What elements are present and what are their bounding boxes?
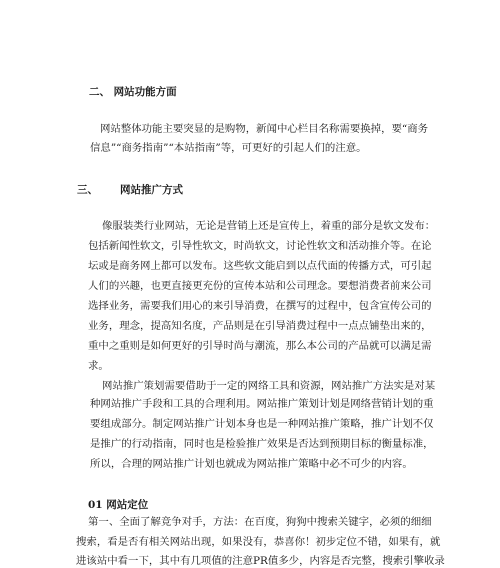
section2-line-2: 信息”“商务指南”“本站指南”等，可更好的引起人们的注意。 xyxy=(90,142,367,154)
para2-line-2: 种网站推广手段和工具的合理利用。网站推广策划计划是网络营销计划的重 xyxy=(90,398,434,410)
section3-title: 网站推广方式 xyxy=(120,184,183,196)
sub01-heading: 01 网站定位 xyxy=(88,499,149,511)
section3-heading xyxy=(77,182,183,197)
sub01-line-2: 搜索，看是否有相关网站出现，如果没有，恭喜你！初步定位不错，如果有，就 xyxy=(76,536,441,548)
para2-line-5: 所以，合理的网站推广计划也就成为网站推广策略中必不可少的内容。 xyxy=(90,458,413,470)
para1-line-5: 选择业务，需要我们用心的来引导消费，在撰写的过程中，包含宣传公司的 xyxy=(88,300,432,312)
sub01-line-1: 第一、全面了解竞争对手，方法：在百度，狗狗中搜索关键字，必须的细细 xyxy=(88,516,432,528)
sub01-line-3: 进该站中看一下，其中有几项值的注意PR值多少，内容是否完整，搜索引擎收录 xyxy=(76,555,445,567)
section2-heading: 二、 网站功能方面 xyxy=(89,86,177,98)
para1-line-3: 坛或是商务网上都可以发布。这些软文能启到以点代面的传播方式，可引起 xyxy=(88,260,432,272)
section2-line-1: 网站整体功能主要突显的是购物，新闻中心栏目名称需要换掉，要“商务 xyxy=(100,123,429,135)
para1-line-8: 求。 xyxy=(88,360,109,372)
para2-line-3: 要组成部分。制定网站推广计划本身也是一种网站推广策略，推广计划不仅 xyxy=(90,418,434,430)
para1-line-4: 人们的兴趣，也更直接更充份的宣传本站和公司理念。要想消费者前来公司 xyxy=(88,280,432,292)
para2-line-1: 网站推广策划需要借助于一定的网络工具和资源，网站推广方法实是对某 xyxy=(102,380,436,392)
para2-line-4: 是推广的行动指南，同时也是检验推广效果是否达到预期目标的衡量标准， xyxy=(90,438,434,450)
para1-line-7: 重中之重则是如何更好的引导时尚与潮流，那么本公司的产品就可以满足需 xyxy=(88,340,432,352)
section3-number: 三、 xyxy=(77,184,98,196)
para1-line-1: 像服装类行业网站，无论是营销上还是宣传上，着重的部分是软文发布： xyxy=(102,220,436,232)
para1-line-2: 包括新闻性软文，引导性软文，时尚软文，讨论性软文和活动推介等。在论 xyxy=(88,240,432,252)
para1-line-6: 业务，理念，提高知名度，产品则是在引导消费过程中一点点铺垫出来的， xyxy=(88,320,432,332)
